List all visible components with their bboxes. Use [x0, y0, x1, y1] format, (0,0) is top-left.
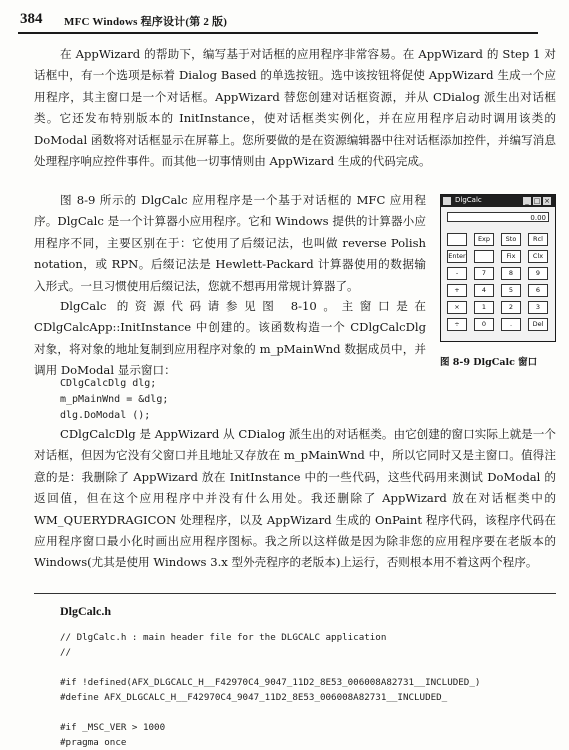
calculator-key: 5 [501, 284, 521, 297]
calculator-key: - [447, 267, 467, 280]
paragraph-dialog-class: CDlgCalcDlg 是 AppWizard 从 CDialog 派生出的对话框类。由它创建的窗口实际上就是一个对话框，但因为它没有父窗口并且地址又存放在 m_pMainWnd 中，所以它同时又是主窗口。值得注意的是：我删除了 AppWizard 放在 InitInstance 中的一些代码，这些代码用来测试 DoModal 的返回值，但在这个应用程序中并没有什么用处。我还删除了 AppWizard 放在对话框类中的 WM_QUERYDRAGICON 处理程序，以及 AppWizard 生成的 OnPaint 程序代码，该程序代码在应用程序窗口最小化时画出应用程序图标。我之所以这样做是因为除非您的应用程序要在老版本的 Windows(尤其是使用 Windows 3.x 型外壳程序的老版本)上运行，否则根本用不着这两个程序。 [34, 427, 556, 570]
calculator-display: 0.00 [447, 212, 549, 222]
calculator-window-figure [440, 194, 556, 342]
calculator-key: + [447, 284, 467, 297]
calculator-key: Enter [447, 250, 467, 263]
calculator-key: Del [528, 318, 548, 331]
code-snippet-domodal: CDlgCalcDlg dlg; m_pMainWnd = &dlg; dlg.DoModal (); [60, 378, 169, 421]
calculator-key: 7 [474, 267, 494, 280]
figure-caption: 图 8-9 DlgCalc 窗口 [440, 357, 538, 368]
paragraph-intro: 在 AppWizard 的帮助下，编写基于对话框的应用程序非常容易。在 AppWizard 的 Step 1 对话框中，有一个选项是标着 Dialog Based 的单选按钮。选中该按钮将促使 AppWizard 生成一个应用程序，其主窗口是一个对话框。AppWizard 替您创建对话框资源，并从 CDialog 派生出对话框类。它还发布特别版本的 InitInstance，使对话框类实例化，并在应用程序启动时调用该类的 DoModal 函数将对话框显示在屏幕上。您所要做的是在资源编辑器中往对话框添加控件，并编写消息处理程序响应控件事件。而其他一切事情则由 AppWizard 生成的代码完成。 [34, 47, 556, 169]
calculator-key: ÷ [447, 318, 467, 331]
calculator-key: Fix [501, 250, 521, 263]
calculator-window-title: DlgCalc [455, 196, 482, 204]
calculator-key: Sto [501, 233, 521, 246]
calculator-key: × [447, 301, 467, 314]
calculator-titlebar [441, 195, 555, 207]
page-header [18, 10, 538, 34]
page-number: 384 [20, 11, 43, 27]
close-icon: × [544, 197, 550, 205]
listing-divider [34, 593, 556, 594]
paragraph-resource: DlgCalc 的资源代码请参见图 8-10。主窗口是在 CDlgCalcApp::InitInstance 中创建的。该函数构造一个 CDlgCalcDlg 对象，将对象的地址复制到应用程序对象的 m_pMainWnd 数据成员中，并调用 DoModal 显示窗口： [34, 299, 426, 378]
calculator-key: 3 [528, 301, 548, 314]
minimize-icon: _ [523, 197, 531, 205]
calculator-key [447, 233, 467, 246]
calculator-key: Exp [474, 233, 494, 246]
paragraph-dlgcalc: 图 8-9 所示的 DlgCalc 应用程序是一个基于对话框的 MFC 应用程序。DlgCalc 是一个计算器小应用程序。它和 Windows 提供的计算器小应用程序不同，主要区别在于：它使用了后缀记法，也叫做 reverse Polish notation，或 RPN。后缀记法是 Hewlett-Packard 计算器使用的数据输入形式。一旦习惯使用后缀记法，您就不想再用常规计算器了。 [34, 193, 426, 293]
calculator-key: 8 [501, 267, 521, 280]
listing-code: // DlgCalc.h : main header file for the DLGCALC application // #if !defined(AFX_DLGCALC_H__F42970C4_9047_11D2_8E53_006008A82731__INCLUDED_) #define AFX_DLGCALC_H__F42970C4_9047_11D2_8E53_006008A82731__INCLUDED_ #if _MSC_VER > 1000 #pragma once [60, 632, 481, 748]
running-title: MFC Windows 程序设计(第 2 版) [64, 16, 228, 28]
calculator-key [474, 250, 494, 263]
calculator-key: Clx [528, 250, 548, 263]
calculator-key: Rcl [528, 233, 548, 246]
calculator-key: 6 [528, 284, 548, 297]
calculator-key: 1 [474, 301, 494, 314]
calculator-key: 0 [474, 318, 494, 331]
listing-filename: DlgCalc.h [60, 604, 111, 618]
calculator-key: . [501, 318, 521, 331]
calculator-key: 9 [528, 267, 548, 280]
calculator-key: 2 [501, 301, 521, 314]
calculator-key: 4 [474, 284, 494, 297]
system-menu-icon [443, 197, 451, 205]
maximize-icon: □ [533, 197, 541, 205]
